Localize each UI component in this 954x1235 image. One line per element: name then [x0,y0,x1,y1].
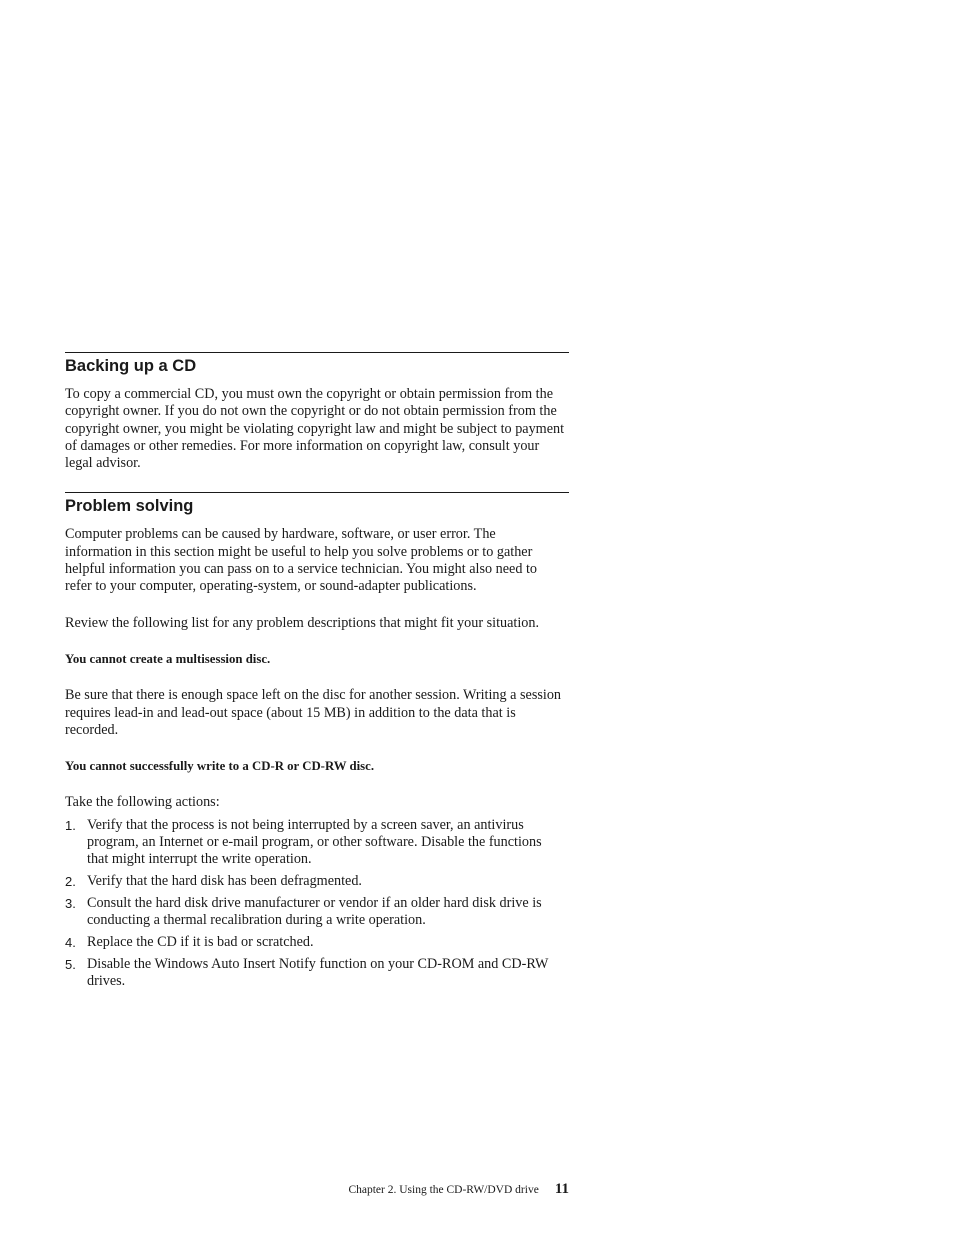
step-text: Verify that the process is not being interrupted by a screen saver, an antivirus program, an Internet or e-mail program, or other software. Disable the functions that might interrupt the write operation. [87,816,542,868]
step-text: Verify that the hard disk has been defragmented. [87,873,362,890]
action-steps-list [65,817,569,991]
document-body [65,352,569,995]
problem-solving-section [65,492,569,990]
step-text: Replace the CD if it is bad or scratched. [87,934,314,951]
step-text: Consult the hard disk drive manufacturer or vendor if an older hard disk drive is conducting a thermal recalibration during a write operation. [87,894,542,929]
section-title-backing-up: Backing up a CD [65,357,197,375]
actions-lead: Take the following actions: [65,794,220,811]
review-paragraph: Review the following list for any problem descriptions that might fit your situation. [65,614,540,631]
list-item [65,895,565,930]
problem-heading-write: You cannot successfully write to a CD-R or CD-RW disc. [65,759,375,774]
list-item [65,956,565,991]
problem-solving-intro: Computer problems can be caused by hardware, software, or user error. The information in this section might be useful to help you solve problems or to gather helpful information you can pass on to a service technician. You might also need to refer to your computer, operating-system, or sound-adapter publications. [65,526,538,595]
page-number: 11 [554,1181,569,1197]
step-number: 1. [65,817,76,833]
problem-text-multisession: Be sure that there is enough space left on the disc for another session. Writing a session requires lead-in and lead-out space (about 15 MB) in addition to the data that is recorded. [65,687,562,738]
problem-heading-multisession: You cannot create a multisession disc. [65,651,271,666]
page-footer [333,1180,569,1198]
step-number: 2. [65,874,76,890]
list-item [65,934,565,951]
step-number: 4. [65,935,76,951]
section-divider [65,492,569,493]
list-item [65,817,565,869]
list-item [65,873,565,890]
step-number: 5. [65,956,76,972]
section-title-problem-solving: Problem solving [65,497,194,516]
chapter-label: Chapter 2. Using the CD-RW/DVD drive [348,1184,539,1196]
step-number: 3. [65,895,76,911]
step-text: Disable the Windows Auto Insert Notify function on your CD-ROM and CD-RW drives. [87,955,549,990]
section-divider [65,352,569,353]
backing-up-paragraph: To copy a commercial CD, you must own the copyright or obtain permission from the copyright owner. If you do not own the copyright or do not obtain permission from the copyright owner, you might be violating copyright law and might be subject to payment of damages or other remedies. For more information on copyright law, consult your legal advisor. [65,386,565,472]
